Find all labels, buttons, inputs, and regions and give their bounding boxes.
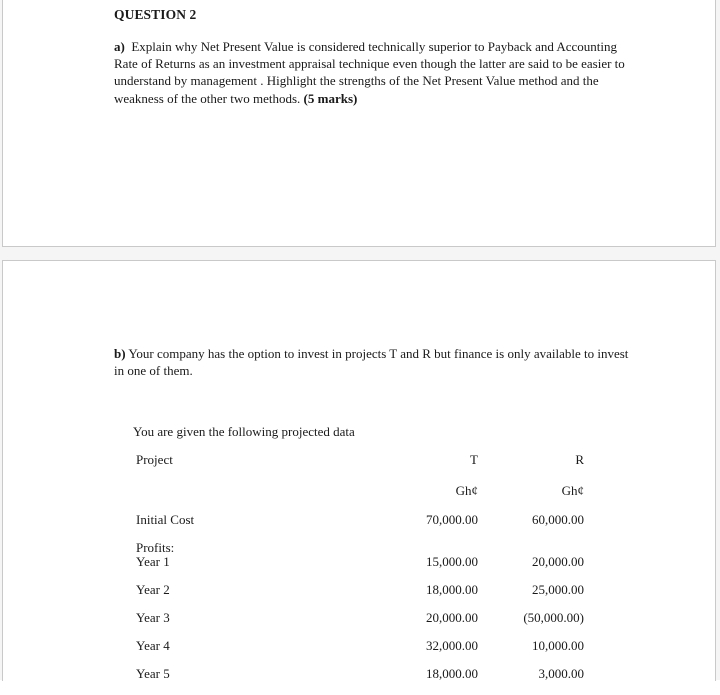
question-a-body: Explain why Net Present Value is considered technically superior to Payback and Accounting Rate of Returns as an investment appraisal technique even though the latter are said to be easier to understand by management . Highlight the strengths of the Net Present Value method and the weakness of the other two methods. bbox=[114, 39, 625, 106]
document-page-2 bbox=[2, 260, 716, 681]
table-header-project-t: T bbox=[470, 452, 478, 467]
question-b-paragraph bbox=[114, 345, 639, 379]
row-label: Year 4 bbox=[136, 638, 170, 653]
row-value-r bbox=[478, 541, 584, 555]
document-page-1 bbox=[2, 0, 716, 247]
row-value-t bbox=[372, 541, 478, 555]
projected-data-note: You are given the following projected data bbox=[133, 424, 355, 439]
projected-data-table bbox=[136, 453, 584, 695]
row-value-t: 32,000.00 bbox=[426, 638, 478, 653]
table-currency-t: Gh¢ bbox=[455, 483, 478, 498]
table-row bbox=[136, 583, 584, 611]
table-currency-r: Gh¢ bbox=[561, 483, 584, 498]
page-separator bbox=[0, 248, 720, 260]
table-currency-row bbox=[136, 484, 584, 513]
question-a-marker: a) bbox=[114, 39, 125, 54]
question-a-marks: (5 marks) bbox=[303, 90, 358, 106]
table-row bbox=[136, 513, 584, 541]
row-value-r: (50,000.00) bbox=[523, 610, 584, 625]
table-header-project-r: R bbox=[575, 452, 584, 467]
page-title: QUESTION 2 bbox=[114, 7, 197, 22]
row-value-t: 18,000.00 bbox=[426, 666, 478, 681]
row-label: Year 1 bbox=[136, 554, 170, 569]
row-value-t: 18,000.00 bbox=[426, 582, 478, 597]
table-row bbox=[136, 611, 584, 639]
table-row bbox=[136, 667, 584, 695]
row-value-t: 20,000.00 bbox=[426, 610, 478, 625]
table-row bbox=[136, 541, 584, 555]
row-value-r: 60,000.00 bbox=[532, 512, 584, 527]
row-value-t: 15,000.00 bbox=[426, 554, 478, 569]
question-b-marker: b) bbox=[114, 346, 126, 361]
row-value-r: 25,000.00 bbox=[532, 582, 584, 597]
row-label: Year 2 bbox=[136, 582, 170, 597]
page-1-content bbox=[3, 0, 715, 246]
table-header-label: Project bbox=[136, 452, 173, 467]
row-value-r: 20,000.00 bbox=[532, 554, 584, 569]
question-a-paragraph bbox=[114, 38, 641, 107]
row-value-r: 10,000.00 bbox=[532, 638, 584, 653]
row-value-t: 70,000.00 bbox=[426, 512, 478, 527]
table-header-row bbox=[136, 453, 584, 484]
row-label: Year 3 bbox=[136, 610, 170, 625]
page-2-content bbox=[3, 261, 715, 681]
row-label: Year 5 bbox=[136, 666, 170, 681]
table-row bbox=[136, 639, 584, 667]
row-label: Initial Cost bbox=[136, 512, 195, 527]
question-b-body: Your company has the option to invest in projects T and R but finance is only available to invest in one of them. bbox=[114, 346, 629, 379]
row-label: Profits: bbox=[136, 540, 175, 555]
row-value-r: 3,000.00 bbox=[538, 666, 584, 681]
table-row bbox=[136, 555, 584, 583]
table-currency-label bbox=[136, 484, 372, 513]
